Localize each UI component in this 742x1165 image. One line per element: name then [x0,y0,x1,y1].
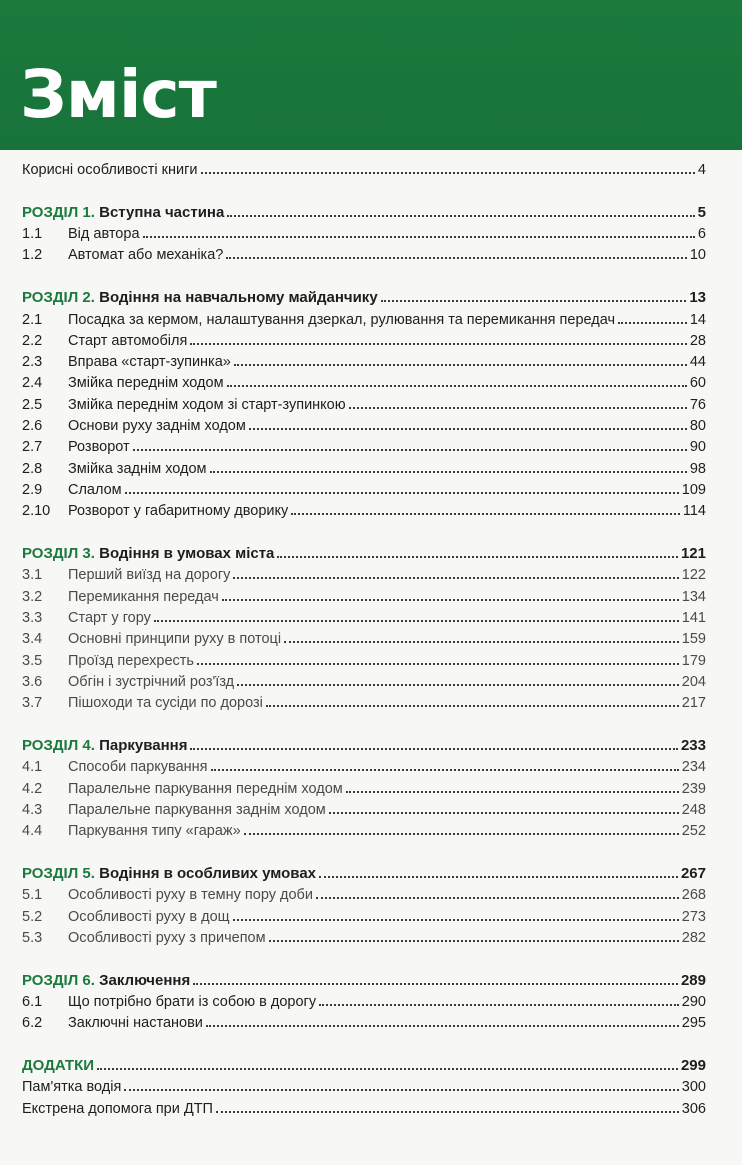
chapter-heading [22,971,190,991]
section-number: 3.3 [22,609,43,626]
section-number: 2.7 [22,439,43,456]
toc-entry [22,395,706,415]
page-number: 295 [681,1015,706,1032]
page-number: 217 [681,695,706,712]
section-number: 2.2 [22,332,43,349]
section-number: 5.3 [22,929,43,946]
page-number: 306 [681,1100,706,1117]
page-number: 252 [681,823,706,840]
dot-leader [193,971,678,985]
page-number: 121 [680,545,706,562]
toc-chapter-4 [22,736,706,756]
entry-label: Перемикання передач [68,588,219,605]
chapter-prefix: РОЗДІЛ 3. [22,545,95,562]
toc-chapter-5 [22,864,706,884]
entry-label: Основні принципи руху в потоці [68,631,282,648]
chapter-title: Вступна частина [99,203,225,221]
entry-label: Посадка за кермом, налаштування дзеркал, рулювання та перемикання передач [68,311,616,328]
toc-appendix-entry [22,1077,706,1097]
chapter-heading [22,288,378,308]
page-number: 159 [681,631,706,648]
chapter-prefix: РОЗДІЛ 4. [22,736,95,754]
dot-leader [266,693,679,707]
toc-entry [22,245,706,265]
page-number: 5 [697,203,706,221]
toc-entry [22,629,706,649]
section-number: 6.1 [22,993,43,1010]
toc-entry [22,907,706,927]
page-number: 300 [681,1079,706,1096]
page-number: 273 [681,908,706,925]
page-number: 90 [689,439,706,456]
section-number: 1.2 [22,247,43,264]
toc-entry [22,565,706,585]
section-number: 2.6 [22,418,43,434]
dot-leader [143,224,695,238]
chapter-title: Паркування [99,736,188,754]
section-number: 3.6 [22,673,43,690]
entry-label: Способи паркування [68,759,208,776]
entry-label: Корисні особливості книги [22,162,198,178]
toc-entry [22,672,706,692]
toc-appendix [22,1056,706,1076]
page-title: Зміст [20,56,216,133]
toc-entry [22,480,706,500]
dot-leader [284,629,679,643]
dot-leader [233,907,679,921]
dot-leader [291,501,680,515]
page-number: 141 [681,609,706,626]
entry-label: Паралельне паркування заднім ходом [68,801,326,818]
section-number: 3.2 [22,588,43,605]
page-number: 204 [681,673,706,690]
toc-chapter-3 [22,544,706,564]
toc-entry [22,310,706,330]
entry-label: Паралельне паркування переднім ходом [68,780,343,797]
toc-entry [22,416,706,436]
page-number: 233 [680,736,706,754]
dot-leader [190,331,687,345]
entry-label: Вправа «старт-зупинка» [68,354,231,371]
dot-leader [237,672,679,686]
chapter-title: Водіння в особливих умовах [99,864,317,882]
dot-leader [277,544,678,558]
toc-entry [22,373,706,393]
entry-label: Від автора [68,226,140,243]
dot-leader [222,587,679,601]
dot-leader [206,1013,679,1027]
page-number: 60 [689,375,706,392]
toc-entry [22,224,706,244]
entry-label: Заключні настанови [68,1015,203,1032]
dot-leader [329,800,679,814]
toc-entry [22,352,706,372]
section-number: 4.1 [22,759,43,776]
section-number: 1.1 [22,226,43,243]
dot-leader [211,757,679,771]
page-number: 122 [681,567,706,584]
page-number: 179 [681,652,706,669]
toc-entry [22,608,706,628]
toc-entry [22,693,706,713]
toc-entry [22,437,706,457]
toc-entry [22,331,706,351]
dot-leader [125,480,679,494]
toc-entry [22,1013,706,1033]
page-number: 14 [689,311,706,328]
dot-leader [349,395,687,409]
page-number: 114 [682,503,706,520]
section-number: 3.4 [22,631,43,648]
page-number: 109 [681,481,706,498]
entry-label: Паркування типу «гараж» [68,823,241,840]
page-number: 239 [681,780,706,797]
dot-leader [226,245,687,259]
section-number: 5.2 [22,908,43,925]
section-number: 3.5 [22,652,43,669]
dot-leader [346,779,679,793]
entry-label: Основи руху заднім ходом [68,418,246,434]
section-number: 2.4 [22,375,43,392]
page-number: 234 [681,759,706,776]
chapter-prefix: РОЗДІЛ 6. [22,971,95,989]
toc-entry [22,501,706,521]
dot-leader [249,416,687,430]
entry-label: Особливості руху в темну пору доби [68,887,313,904]
section-number: 2.3 [22,354,43,371]
toc-chapter-2 [22,288,706,308]
page-number: 28 [689,332,706,349]
entry-label: Старт у гору [68,609,151,626]
dot-leader [133,437,687,451]
chapter-prefix: РОЗДІЛ 1. [22,203,95,221]
dot-leader [618,310,687,324]
toc-entry-intro [22,160,706,180]
page-number: 13 [689,289,706,307]
dot-leader [154,608,679,622]
entry-label: Старт автомобіля [68,332,188,349]
page-number: 248 [681,801,706,818]
dot-leader [216,1099,679,1113]
toc-chapter-1 [22,203,706,223]
dot-leader [319,864,678,878]
entry-label: Пам'ятка водія [22,1079,122,1096]
entry-label: Змійка переднім ходом зі старт-зупинкою [68,396,346,413]
page-number: 4 [697,162,706,178]
dot-leader [381,288,687,302]
entry-label: Що потрібно брати із собою в дорогу [68,993,317,1010]
dot-leader [97,1056,678,1070]
chapter-title: Заключення [99,971,191,989]
page-number: 289 [680,971,706,989]
chapter-heading [22,203,224,223]
dot-leader [316,885,679,899]
section-number: 2.1 [22,311,43,328]
entry-label: Обгін і зустрічний роз'їзд [68,673,235,690]
dot-leader [197,651,679,665]
entry-label: Автомат або механіка? [68,247,224,264]
page-number: 10 [689,247,706,264]
page-number: 268 [681,887,706,904]
page-number: 290 [681,993,706,1010]
section-number: 2.10 [22,503,51,520]
dot-leader [210,459,687,473]
section-number: 4.2 [22,780,43,797]
entry-label: Розворот у габаритному дворику [68,503,289,520]
toc-entry [22,757,706,777]
toc-entry [22,651,706,671]
dot-leader [227,203,694,217]
chapter-heading [22,736,187,756]
dot-leader [269,928,679,942]
dot-leader [190,736,677,750]
section-number: 6.2 [22,1015,43,1032]
section-number: 3.7 [22,695,43,712]
page-number: 134 [681,588,706,605]
entry-label: Особливості руху з причепом [68,929,266,946]
dot-leader [233,565,678,579]
page-number: 282 [681,929,706,946]
section-number: 2.5 [22,396,43,413]
toc-chapter-6 [22,971,706,991]
chapter-prefix: РОЗДІЛ 5. [22,864,95,882]
section-number: 5.1 [22,887,43,904]
toc-entry [22,992,706,1012]
dot-leader [124,1077,679,1091]
chapter-heading [22,544,274,564]
section-number: 2.8 [22,460,43,477]
page-number: 80 [689,418,706,434]
section-number: 4.3 [22,801,43,818]
chapter-title: Водіння на навчальному майданчику [99,289,378,307]
dot-leader [234,352,687,366]
page-number: 299 [680,1057,706,1074]
entry-label: ДОДАТКИ [22,1057,95,1074]
entry-label: Проїзд перехресть [68,652,194,669]
toc-entry [22,821,706,841]
page-number: 6 [697,226,706,243]
entry-label: Екстрена допомога при ДТП [22,1100,213,1117]
chapter-prefix: РОЗДІЛ 2. [22,289,95,307]
entry-label: Змійка заднім ходом [68,460,207,477]
page-number: 267 [680,864,706,882]
dot-leader [201,160,695,174]
toc-entry [22,459,706,479]
entry-label: Пішоходи та сусіди по дорозі [68,695,263,712]
dot-leader [227,373,687,387]
toc-entry [22,885,706,905]
toc-entry [22,779,706,799]
section-number: 3.1 [22,567,43,584]
chapter-title: Водіння в умовах міста [99,545,275,562]
chapter-heading [22,864,316,884]
entry-label: Перший виїзд на дорогу [68,567,231,584]
entry-label: Слалом [68,481,122,498]
page-number: 98 [689,460,706,477]
toc-appendix-entry [22,1099,706,1119]
dot-leader [319,992,679,1006]
entry-label: Розворот [68,439,130,456]
dot-leader [244,821,679,835]
page-number: 44 [689,354,706,371]
page-number: 76 [689,396,706,413]
toc-entry [22,800,706,820]
toc-entry [22,928,706,948]
header-band [0,0,742,150]
section-number: 2.9 [22,481,43,498]
entry-label: Особливості руху в дощ [68,908,230,925]
toc-entry [22,587,706,607]
entry-label: Змійка переднім ходом [68,375,224,392]
section-number: 4.4 [22,823,43,840]
